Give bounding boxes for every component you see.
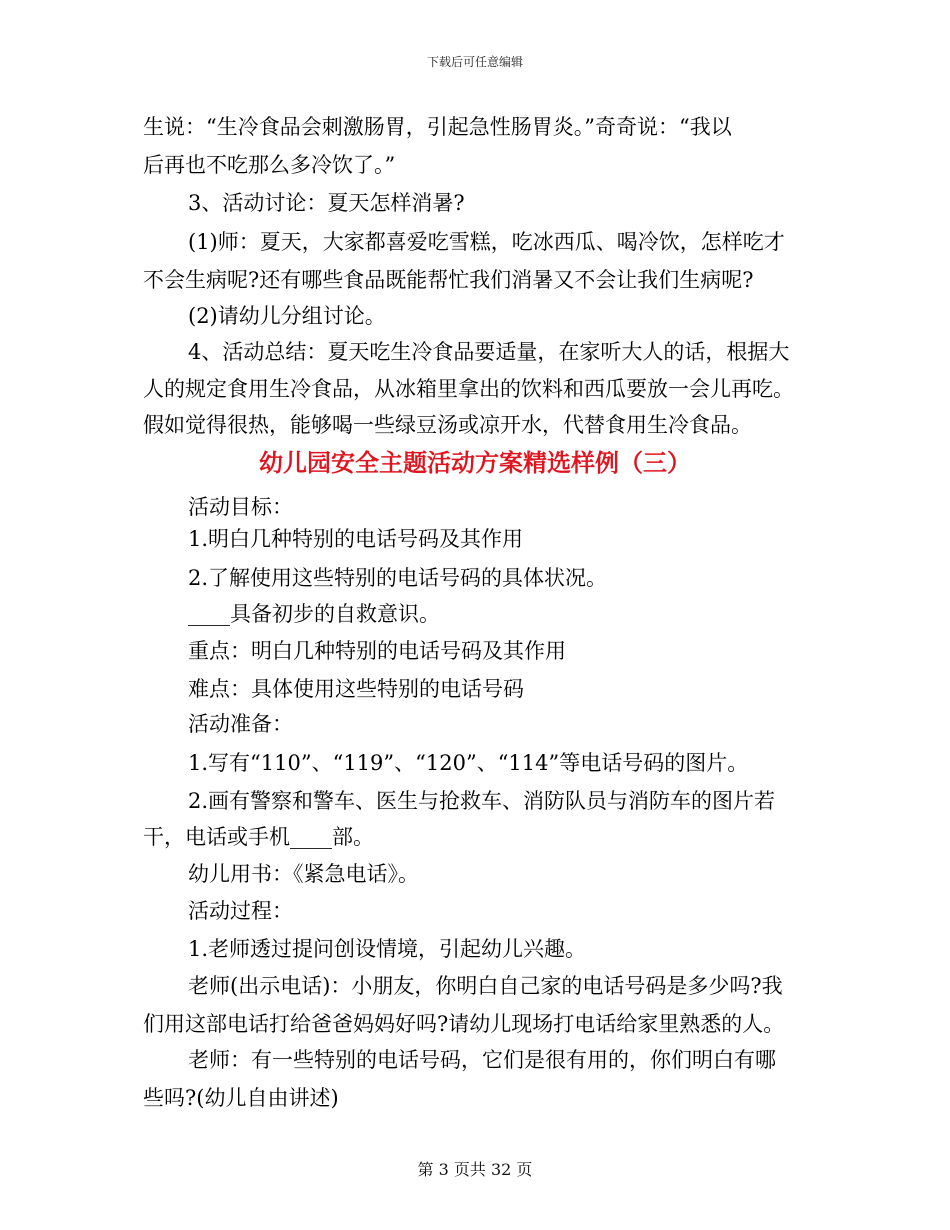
paragraph-line: 后再也不吃那么多冷饮了。” [143, 153, 396, 177]
section-heading: 幼儿园安全主题活动方案精选样例（三） [259, 449, 691, 477]
paragraph-line: 些吗?(幼儿自由讲述) [143, 1086, 339, 1110]
paragraph-line: 干，电话或手机____部。 [143, 825, 374, 849]
paragraph-line: 假如觉得很热，能够喝一些绿豆汤或凉开水，代替食用生冷食品。 [143, 413, 752, 437]
paragraph-line: 老师(出示电话)：小朋友，你明白自己家的电话号码是多少吗?我 [188, 974, 783, 998]
paragraph-line: 不会生病呢?还有哪些食品既能帮忙我们消暑又不会让我们生病呢? [143, 268, 754, 292]
page-footer: 第 3 页共 32 页 [417, 1160, 533, 1179]
paragraph-line: 活动目标： [188, 495, 293, 519]
list-item: 2.了解使用这些特别的电话号码的具体状况。 [188, 566, 608, 590]
list-item: 2.画有警察和警车、医生与抢救车、消防队员与消防车的图片若 [188, 789, 776, 813]
paragraph-line: 活动过程： [188, 899, 293, 923]
list-item: 1.明白几种特别的电话号码及其作用 [188, 527, 524, 551]
paragraph-line: 4、活动总结：夏天吃生冷食品要适量，在家听大人的话，根据大 [188, 340, 790, 364]
list-item: ____具备初步的自救意识。 [188, 602, 440, 626]
paragraph-line: 老师：有一些特别的电话号码，它们是很有用的，你们明白有哪 [188, 1048, 776, 1072]
header-note: 下载后可任意编辑 [426, 55, 523, 69]
paragraph-line: 幼儿用书：《紧急电话》。 [188, 862, 419, 886]
paragraph-line: 们用这部电话打给爸爸妈妈好吗?请幼儿现场打电话给家里熟悉的人。 [143, 1012, 785, 1036]
paragraph-line: (2)请幼儿分组讨论。 [188, 304, 386, 328]
list-item: 1.写有“110”、“119”、“120”、“114”等电话号码的图片。 [188, 751, 749, 775]
list-item: 1.老师透过提问创设情境，引起幼儿兴趣。 [188, 937, 587, 961]
paragraph-line: 重点：明白几种特别的电话号码及其作用 [188, 639, 566, 663]
paragraph-line: 生说：“生冷食品会刺激肠胃，引起急性肠胃炎。”奇奇说：“我以 [143, 115, 732, 139]
paragraph-line: 3、活动讨论：夏天怎样消暑? [188, 191, 465, 215]
paragraph-line: 活动准备： [188, 712, 293, 736]
paragraph-line: (1)师：夏天，大家都喜爱吃雪糕，吃冰西瓜、喝冷饮，怎样吃才 [188, 230, 785, 254]
paragraph-line: 难点：具体使用这些特别的电话号码 [188, 677, 524, 701]
paragraph-line: 人的规定食用生冷食品，从冰箱里拿出的饮料和西瓜要放一会儿再吃。 [143, 377, 794, 401]
